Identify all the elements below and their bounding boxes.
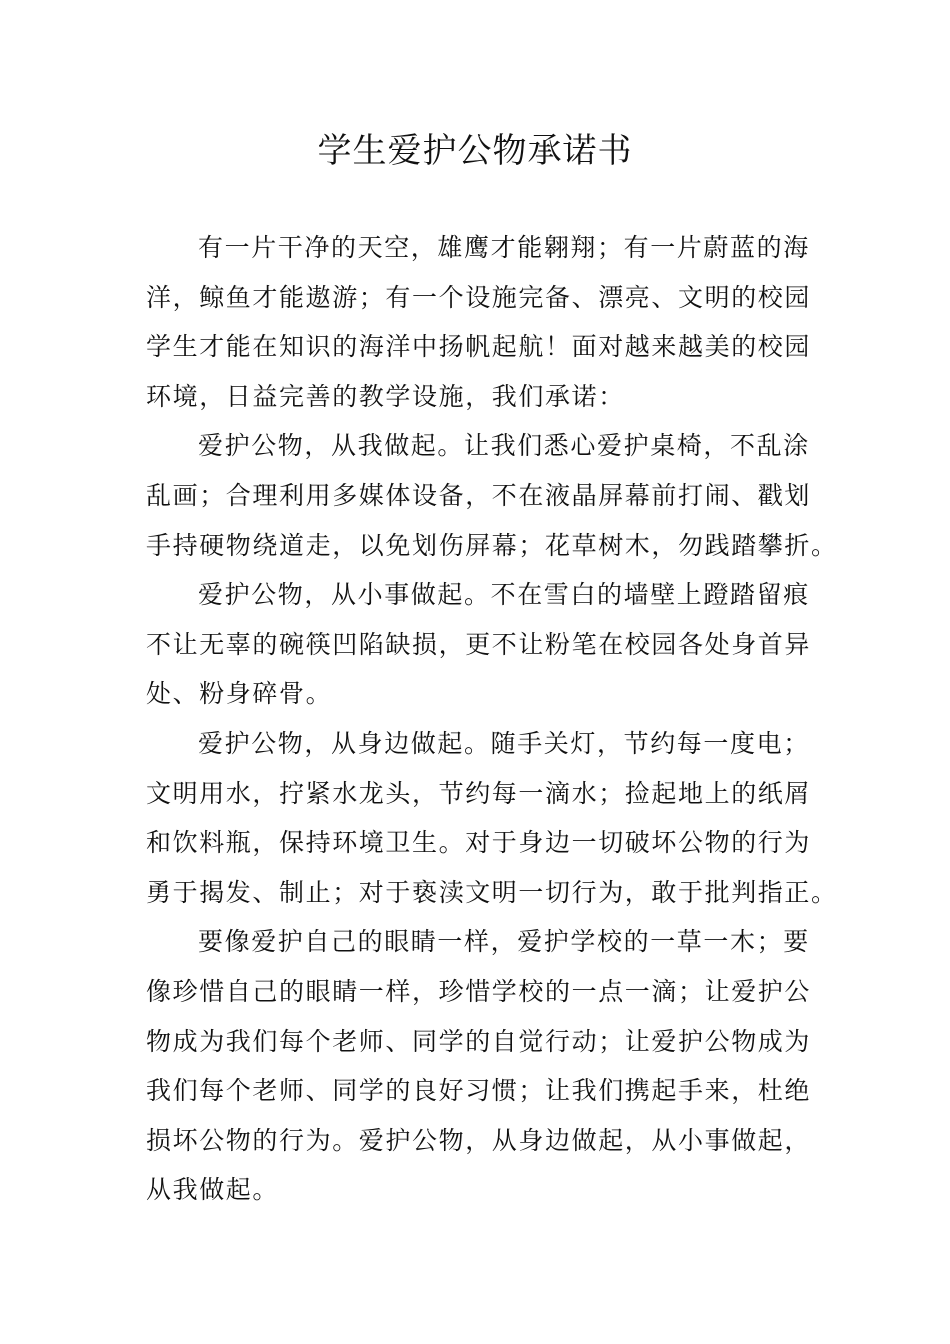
paragraph-line: 处、粉身碎骨。 <box>146 679 333 709</box>
paragraph-small-things <box>146 570 812 719</box>
paragraph-intro <box>146 223 812 421</box>
document-body <box>146 223 838 1215</box>
paragraph-line: 像珍惜自己的眼睛一样，珍惜学校的一点一滴；让爱护公 <box>146 976 812 1006</box>
paragraph-line: 从我做起。 <box>146 1175 280 1205</box>
paragraph-line: 学生才能在知识的海洋中扬帆起航！面对越来越美的校园 <box>146 332 812 362</box>
paragraph-line: 环境，日益完善的教学设施，我们承诺： <box>146 381 625 411</box>
paragraph-line: 爱护公物，从我做起。让我们悉心爱护桌椅，不乱涂 <box>198 431 810 461</box>
paragraph-line: 和饮料瓶，保持环境卫生。对于身边一切破坏公物的行为 <box>146 828 812 858</box>
paragraph-line: 物成为我们每个老师、同学的自觉行动；让爱护公物成为 <box>146 1026 812 1056</box>
paragraph-line: 损坏公物的行为。爱护公物，从身边做起，从小事做起， <box>146 1125 812 1155</box>
document-title: 学生爱护公物承诺书 <box>317 131 633 171</box>
paragraph-conclusion <box>146 917 812 1215</box>
paragraph-from-me <box>146 421 838 570</box>
paragraph-line: 有一片干净的天空，雄鹰才能翱翔；有一片蔚蓝的海 <box>198 233 810 262</box>
paragraph-line: 爱护公物，从小事做起。不在雪白的墙壁上蹬踏留痕 <box>198 580 810 610</box>
paragraph-line: 我们每个老师、同学的良好习惯；让我们携起手来，杜绝 <box>146 1076 812 1106</box>
paragraph-line: 文明用水，拧紧水龙头，节约每一滴水；捡起地上的纸屑 <box>146 778 812 808</box>
paragraph-line: 爱护公物，从身边做起。随手关灯，节约每一度电； <box>198 728 810 758</box>
paragraph-line: 乱画；合理利用多媒体设备，不在液晶屏幕前打闹、戳划 <box>146 480 812 510</box>
paragraph-line: 勇于揭发、制止；对于亵渎文明一切行为，敢于批判指正。 <box>146 877 838 907</box>
paragraph-line: 不让无辜的碗筷凹陷缺损，更不让粉笔在校园各处身首异 <box>146 629 812 659</box>
paragraph-line: 手持硬物绕道走，以免划伤屏幕；花草树木，勿践踏攀折。 <box>146 530 838 560</box>
paragraph-line: 要像爱护自己的眼睛一样，爱护学校的一草一木；要 <box>198 927 810 957</box>
paragraph-around-me <box>146 719 838 917</box>
paragraph-line: 洋，鲸鱼才能遨游；有一个设施完备、漂亮、文明的校园 <box>146 282 812 312</box>
